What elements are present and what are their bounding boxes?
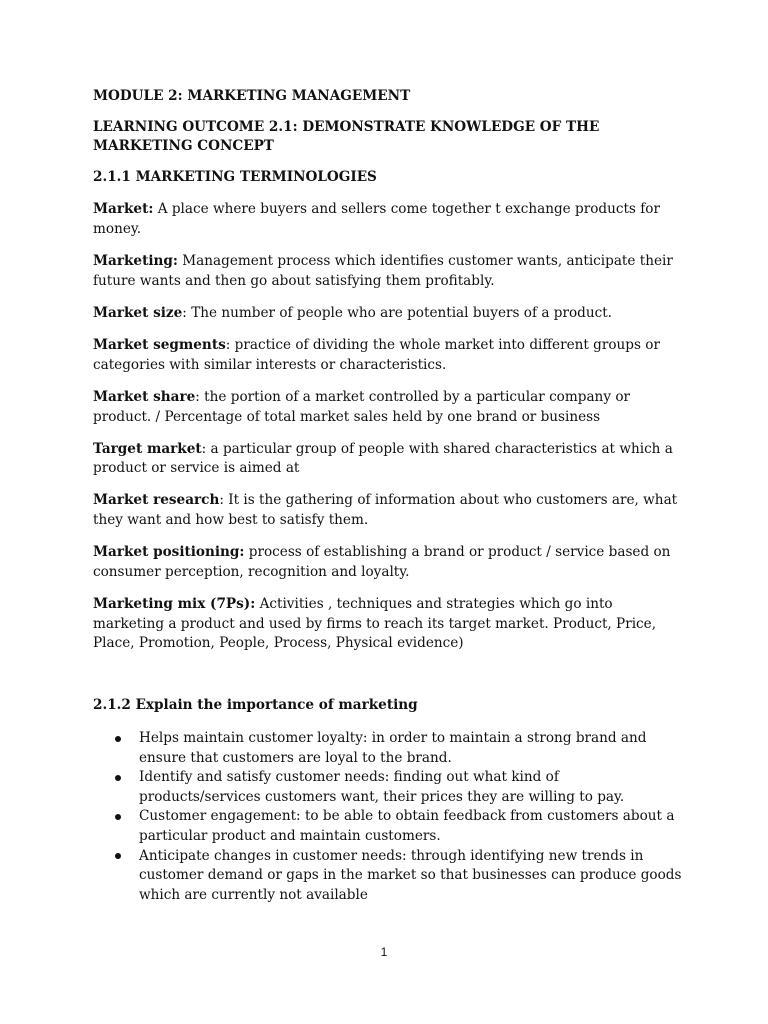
term-market <box>93 200 683 239</box>
term-market-segments <box>93 336 683 375</box>
module-title: MODULE 2: MARKETING MANAGEMENT <box>93 88 411 104</box>
term-name: Market research <box>93 492 220 509</box>
term-name: Market share <box>93 388 196 405</box>
list-item-text: Helps maintain customer loyalty: in order to maintain a strong brand and ensure that customers are loyal to the brand. <box>139 730 647 766</box>
term-definition: Activities , techniques and strategies which go into marketing a product and used by firms to reach its target market. Product, Price, Place, Promotion, People, Process, Physical evidence) <box>93 596 657 652</box>
term-definition: A place where buyers and sellers come together t exchange products for money. <box>93 201 660 237</box>
section-heading-terminologies: 2.1.1 MARKETING TERMINOLOGIES <box>93 168 377 185</box>
bullet-icon <box>115 736 121 742</box>
term-definition: : It is the gathering of information about who customers are, what they want and how best to satisfy them. <box>93 492 678 529</box>
list-item-text: Identify and satisfy customer needs: finding out what kind of products/services customers want, their prices they are willing to pay. <box>139 769 625 805</box>
term-market-research <box>93 491 683 530</box>
term-market-positioning <box>93 543 683 582</box>
bullet-icon <box>115 775 121 781</box>
list-item-text: Customer engagement: to be able to obtain feedback from customers about a particular product and maintain customers. <box>139 808 675 844</box>
list-item <box>93 729 683 768</box>
section-heading-importance: 2.1.2 Explain the importance of marketing <box>93 697 418 714</box>
term-market-size <box>93 304 683 324</box>
term-definition: : the portion of a market controlled by a particular company or product. / Percentage of total market sales held by one brand or business <box>93 388 631 425</box>
learning-outcome-heading: LEARNING OUTCOME 2.1: DEMONSTRATE KNOWLEDGE OF THE MARKETING CONCEPT <box>93 118 600 155</box>
term-name: Marketing mix (7Ps): <box>93 596 256 613</box>
bullet-icon <box>115 814 121 820</box>
list-item-text: Anticipate changes in customer needs: through identifying new trends in customer demand or gaps in the market so that businesses can produce goods which are currently not available <box>139 847 682 903</box>
term-definition: Management process which identifies customer wants, anticipate their future wants and then go about satisfying them profitably. <box>93 253 673 289</box>
section-spacer <box>93 666 683 696</box>
term-target-market <box>93 440 683 479</box>
page-number: 1 <box>380 945 388 959</box>
term-name: Market positioning: <box>93 544 245 561</box>
bullet-icon <box>115 853 121 859</box>
term-name: Marketing: <box>93 253 178 270</box>
term-definition: : The number of people who are potential buyers of a product. <box>182 304 613 321</box>
list-item <box>93 847 683 906</box>
term-name: Market: <box>93 201 154 218</box>
term-name: Market size <box>93 304 183 321</box>
term-marketing <box>93 252 683 291</box>
term-definition: : practice of dividing the whole market into different groups or categories with similar interests or characteristics. <box>93 337 660 373</box>
list-item <box>93 768 683 807</box>
term-name: Target market <box>93 440 202 457</box>
term-market-share <box>93 388 683 427</box>
term-name: Market segments <box>93 337 226 354</box>
importance-list <box>93 729 683 905</box>
term-definition: process of establishing a brand or product / service based on consumer perception, recognition and loyalty. <box>93 544 671 580</box>
term-definition: : a particular group of people with shared characteristics at which a product or service is aimed at <box>93 440 673 477</box>
term-marketing-mix <box>93 595 683 654</box>
list-item <box>93 807 683 846</box>
page-content <box>93 87 683 905</box>
